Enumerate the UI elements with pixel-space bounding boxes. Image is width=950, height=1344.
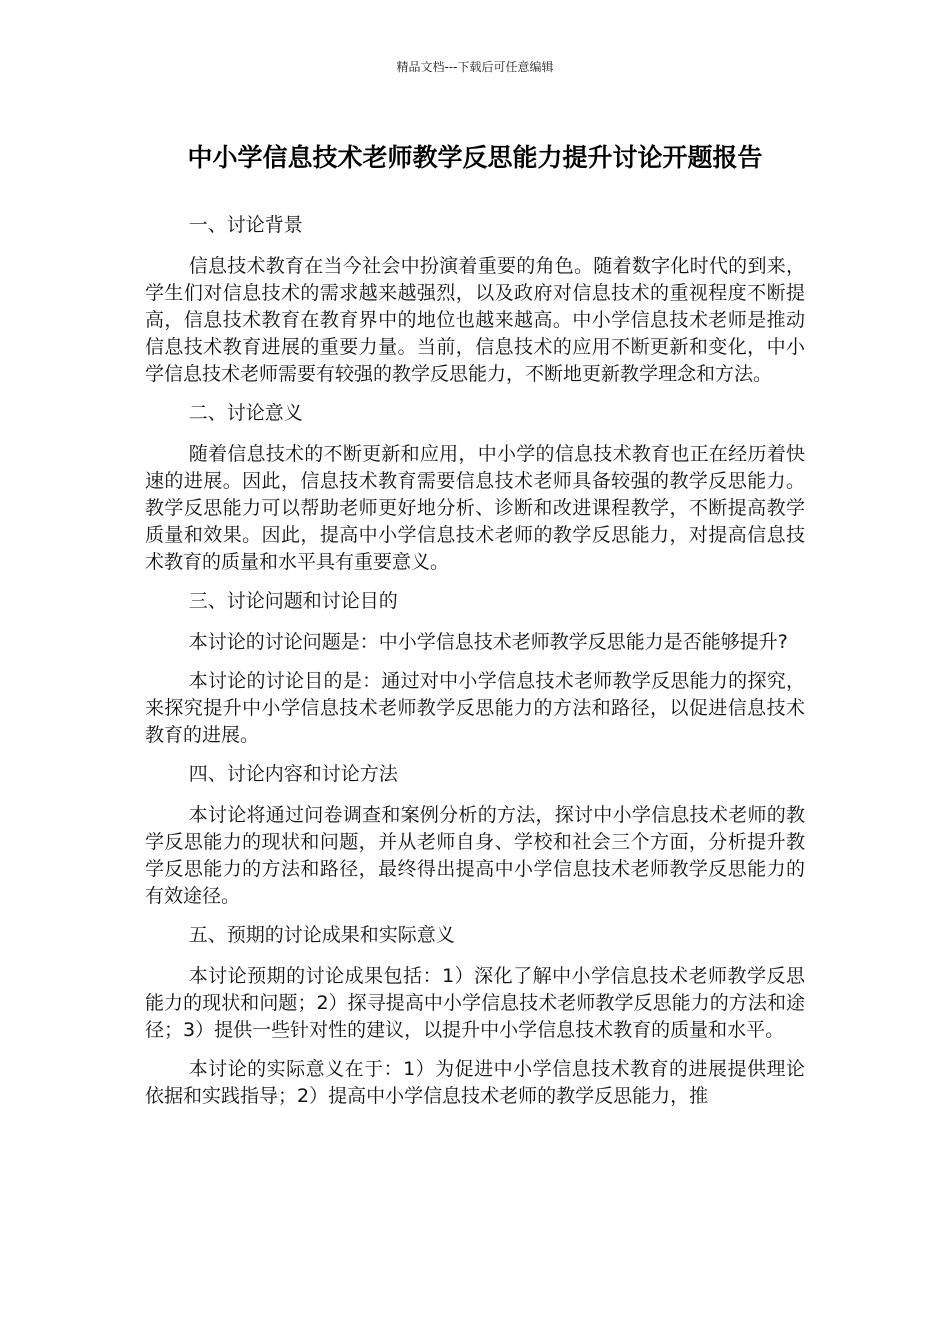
section-heading: 二、讨论意义 <box>188 402 303 424</box>
section-background <box>145 212 805 388</box>
paragraph: 本讨论的讨论问题是：中小学信息技术老师教学反思能力是否能够提升? <box>188 631 788 653</box>
header-note: 精品文档---下载后可任意编辑 <box>396 60 554 74</box>
section-heading: 一、讨论背景 <box>188 214 303 236</box>
paragraph: 本讨论的讨论目的是：通过对中小学信息技术老师教学反思能力的探究，来探究提升中小学信息技术老师教学反思能力的方法和路径，以促进信息技术教育的进展。 <box>145 670 805 746</box>
section-heading: 五、预期的讨论成果和实际意义 <box>188 924 455 946</box>
section-content-methods <box>145 761 805 910</box>
section-expected-results <box>145 922 805 1110</box>
document-title: 中小学信息技术老师教学反思能力提升讨论开题报告 <box>187 143 763 172</box>
section-heading: 三、讨论问题和讨论目的 <box>188 590 398 612</box>
paragraph: 信息技术教育在当今社会中扮演着重要的角色。随着数字化时代的到来，学生们对信息技术的需求越来越强烈，以及政府对信息技术的重视程度不断提高，信息技术教育在教育界中的地位也越来越高。中小学信息技术老师是推动信息技术教育进展的重要力量。当前，信息技术的应用不断更新和变化，中小学信息技术老师需要有较强的教学反思能力，不断地更新教学理念和方法。 <box>145 255 805 385</box>
paragraph: 本讨论的实际意义在于：1）为促进中小学信息技术教育的进展提供理论依据和实践指导；2）提高中小学信息技术老师的教学反思能力，推 <box>145 1058 805 1107</box>
section-questions-goals <box>145 588 805 749</box>
section-significance <box>145 400 805 576</box>
section-heading: 四、讨论内容和讨论方法 <box>188 763 398 785</box>
paragraph: 随着信息技术的不断更新和应用，中小学的信息技术教育也正在经历着快速的进展。因此，信息技术教育需要信息技术老师具备较强的教学反思能力。教学反思能力可以帮助老师更好地分析、诊断和改进课程教学，不断提高教学质量和效果。因此，提高中小学信息技术老师的教学反思能力，对提高信息技术教育的质量和水平具有重要意义。 <box>145 443 805 573</box>
document-body <box>145 212 805 1122</box>
paragraph: 本讨论预期的讨论成果包括：1）深化了解中小学信息技术老师教学反思能力的现状和问题；2）探寻提高中小学信息技术老师教学反思能力的方法和途径；3）提供一些针对性的建议，以提升中小学信息技术教育的质量和水平。 <box>145 965 805 1041</box>
paragraph: 本讨论将通过问卷调查和案例分析的方法，探讨中小学信息技术老师的教学反思能力的现状和问题，并从老师自身、学校和社会三个方面，分析提升教学反思能力的方法和路径，最终得出提高中小学信息技术老师教学反思能力的有效途径。 <box>145 804 805 907</box>
